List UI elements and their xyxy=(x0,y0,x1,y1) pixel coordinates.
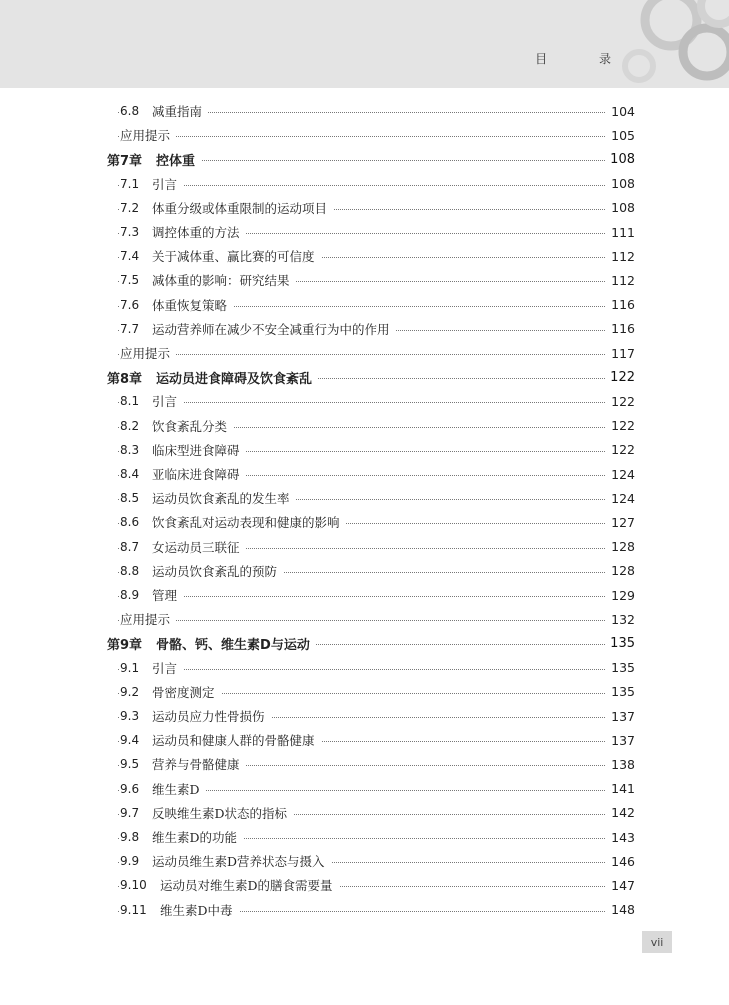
toc-entry-page: 122 xyxy=(605,442,635,457)
toc-entry-label xyxy=(120,707,271,725)
toc-entry-number: 8.6 xyxy=(120,515,140,530)
toc-entry-title: 控体重 xyxy=(156,153,196,169)
toc-entry-number: 9.9 xyxy=(120,854,140,869)
toc-entry-page: 128 xyxy=(605,563,635,578)
toc-entry-label xyxy=(120,441,246,459)
toc-section-entry[interactable] xyxy=(0,511,729,533)
toc-section-entry[interactable] xyxy=(0,850,729,872)
toc-entry-number: 9.5 xyxy=(120,757,140,772)
toc-section-entry[interactable] xyxy=(0,584,729,606)
toc-entry-label xyxy=(120,513,346,531)
toc-section-entry[interactable] xyxy=(0,390,729,412)
toc-entry-label xyxy=(120,828,243,846)
toc-section-entry[interactable] xyxy=(0,681,729,703)
toc-entry-page: 127 xyxy=(605,515,635,530)
toc-entry-page: 105 xyxy=(605,128,635,143)
toc-entry-number: 9.2 xyxy=(120,684,140,699)
dot-leader xyxy=(118,596,607,597)
toc-section-entry[interactable] xyxy=(0,245,729,267)
toc-entry-number: 8.8 xyxy=(120,563,140,578)
toc-entry-page: 116 xyxy=(605,321,635,336)
toc-entry-label xyxy=(107,634,316,653)
toc-entry-page: 146 xyxy=(605,854,635,869)
toc-section-entry[interactable] xyxy=(0,778,729,800)
toc-entry-number: 9.1 xyxy=(120,660,140,675)
toc-entry-title: 饮食紊乱分类 xyxy=(152,418,228,434)
toc-entry-title: 运动员对维生素D的膳食需要量 xyxy=(160,878,333,894)
toc-tip-entry[interactable] xyxy=(0,342,729,364)
toc-entry-title: 运动员和健康人群的骨骼健康 xyxy=(152,733,315,749)
toc-entry-title: 关于减体重、赢比赛的可信度 xyxy=(152,249,315,265)
toc-entry-title: 调控体重的方法 xyxy=(152,225,240,240)
toc-entry-number: 第7章 xyxy=(107,153,143,169)
toc-tip-entry[interactable] xyxy=(0,608,729,630)
toc-entry-page: 148 xyxy=(605,902,635,917)
dot-leader xyxy=(118,354,607,355)
toc-entry-title: 女运动员三联征 xyxy=(152,539,240,555)
toc-section-entry[interactable] xyxy=(0,487,729,509)
dot-leader xyxy=(118,620,607,621)
toc-entry-title: 应用提示 xyxy=(120,346,171,361)
toc-entry-title: 体重恢复策略 xyxy=(152,297,228,313)
toc-entry-title: 引言 xyxy=(152,176,178,192)
toc-entry-label xyxy=(120,392,183,410)
toc-entry-title: 应用提示 xyxy=(120,128,171,144)
toc-entry-label xyxy=(120,610,176,628)
toc-entry-number: 8.2 xyxy=(120,418,140,433)
toc-entry-label xyxy=(120,683,221,701)
decorative-rings-icon xyxy=(599,0,729,88)
page-number: vii xyxy=(642,931,672,953)
toc-entry-title: 维生素D的功能 xyxy=(152,830,238,845)
toc-entry-label xyxy=(120,344,176,362)
toc-entry-page: 135 xyxy=(605,660,635,675)
toc-chapter-entry[interactable] xyxy=(0,148,729,170)
toc-entry-page: 147 xyxy=(605,878,635,893)
toc-entry-page: 122 xyxy=(605,370,635,385)
toc-entry-number: 9.3 xyxy=(120,709,140,723)
toc-entry-page: 124 xyxy=(605,467,635,482)
page-header xyxy=(0,0,729,88)
toc-entry-page: 138 xyxy=(605,757,635,772)
toc-entry-number: 第8章 xyxy=(107,371,143,387)
toc-entry-page: 108 xyxy=(605,152,635,167)
toc-chapter-entry[interactable] xyxy=(0,366,729,388)
toc-entry-number: 第9章 xyxy=(107,637,143,653)
toc-section-entry[interactable] xyxy=(0,294,729,316)
toc-entry-page: 135 xyxy=(605,636,635,651)
toc-entry-page: 122 xyxy=(605,418,635,433)
toc-entry-number: 7.3 xyxy=(120,225,140,239)
toc-entry-number: 8.5 xyxy=(120,491,140,506)
toc-entry-page: 104 xyxy=(605,104,635,119)
toc-entry-title: 维生素D中毒 xyxy=(160,902,233,918)
toc-entry-page: 112 xyxy=(605,273,635,288)
toc-entry-page: 137 xyxy=(605,733,635,748)
toc-entry-page: 117 xyxy=(605,346,635,361)
toc-section-entry[interactable] xyxy=(0,269,729,291)
toc-entry-title: 饮食紊乱对运动表现和健康的影响 xyxy=(152,515,340,531)
toc-section-entry[interactable] xyxy=(0,729,729,751)
toc-entry-label xyxy=(120,175,183,193)
dot-leader xyxy=(118,185,607,186)
toc-entry-title: 运动员应力性骨损伤 xyxy=(152,709,265,724)
toc-section-entry[interactable] xyxy=(0,560,729,582)
toc-entry-label xyxy=(120,804,293,822)
toc-entry-label xyxy=(120,755,246,773)
toc-entry-title: 运动员维生素D营养状态与摄入 xyxy=(152,854,325,870)
toc-entry-title: 引言 xyxy=(152,660,178,676)
toc-entry-title: 骨密度测定 xyxy=(152,684,215,700)
dot-leader xyxy=(118,136,607,137)
toc-entry-title: 体重分级或体重限制的运动项目 xyxy=(152,200,328,216)
toc-entry-label xyxy=(120,271,296,289)
toc-entry-page: 135 xyxy=(605,684,635,699)
toc-section-entry[interactable] xyxy=(0,536,729,558)
toc-section-entry[interactable] xyxy=(0,439,729,461)
toc-section-entry[interactable] xyxy=(0,197,729,219)
toc-entry-title: 骨骼、钙、维生素D与运动 xyxy=(156,637,310,653)
toc-section-entry[interactable] xyxy=(0,705,729,727)
toc-tip-entry[interactable] xyxy=(0,124,729,146)
toc-entry-label xyxy=(120,852,331,870)
toc-entry-number: 7.1 xyxy=(120,176,140,191)
toc-entry-label xyxy=(107,368,318,387)
toc-entry-number: 9.6 xyxy=(120,781,140,796)
toc-entry-page: 108 xyxy=(605,200,635,215)
toc-entry-number: 9.8 xyxy=(120,830,140,844)
toc-entry-label xyxy=(120,417,233,435)
toc-entry-number: 7.4 xyxy=(120,249,140,264)
toc-section-entry[interactable] xyxy=(0,100,729,122)
toc-entry-title: 运动员饮食紊乱的预防 xyxy=(152,563,278,579)
toc-entry-page: 116 xyxy=(605,297,635,312)
toc-entry-title: 运动营养师在减少不安全减重行为中的作用 xyxy=(152,321,390,337)
toc-entry-title: 临床型进食障碍 xyxy=(152,442,240,458)
toc-entry-title: 应用提示 xyxy=(120,612,171,628)
toc-entry-page: 129 xyxy=(605,588,635,603)
toc-entry-number: 9.7 xyxy=(120,805,140,820)
toc-entry-label xyxy=(120,901,239,919)
toc-entry-number: 8.7 xyxy=(120,539,140,554)
dot-leader xyxy=(118,402,607,403)
toc-section-entry[interactable] xyxy=(0,463,729,485)
toc-entry-title: 减重指南 xyxy=(152,104,203,119)
toc-entry-title: 维生素D xyxy=(152,781,200,797)
toc-entry-label xyxy=(107,150,201,169)
toc-section-entry[interactable] xyxy=(0,753,729,775)
toc-entry-page: 122 xyxy=(605,394,635,409)
toc-entry-number: 9.10 xyxy=(120,878,147,893)
toc-entry-number: 7.2 xyxy=(120,200,140,215)
toc-section-entry[interactable] xyxy=(0,874,729,896)
toc-section-entry[interactable] xyxy=(0,826,729,848)
toc-entry-label xyxy=(120,296,233,314)
toc-entry-label xyxy=(120,320,396,338)
toc-entry-number: 8.1 xyxy=(120,394,140,409)
toc-entry-label xyxy=(120,586,183,604)
toc-entry-page: 111 xyxy=(605,225,635,240)
toc-section-entry[interactable] xyxy=(0,173,729,195)
toc-section-entry[interactable] xyxy=(0,221,729,243)
toc-entry-label xyxy=(120,562,283,580)
toc-entry-label xyxy=(120,780,206,798)
toc-entry-label xyxy=(120,102,208,120)
toc-entry-page: 124 xyxy=(605,491,635,506)
toc-entry-page: 128 xyxy=(605,539,635,554)
toc-entry-page: 108 xyxy=(605,176,635,191)
toc-entry-label xyxy=(120,199,333,217)
toc-entry-label xyxy=(120,489,296,507)
toc-entry-number: 6.8 xyxy=(120,104,140,118)
toc-entry-number: 9.4 xyxy=(120,733,140,748)
toc-entry-label xyxy=(120,876,339,894)
toc-entry-title: 营养与骨骼健康 xyxy=(152,757,240,773)
toc-entry-number: 8.4 xyxy=(120,467,140,481)
toc-entry-number: 7.6 xyxy=(120,297,140,312)
toc-section-entry[interactable] xyxy=(0,899,729,921)
toc-entry-title: 运动员进食障碍及饮食紊乱 xyxy=(156,371,313,387)
toc-section-entry[interactable] xyxy=(0,318,729,340)
toc-entry-label xyxy=(120,223,246,241)
toc-entry-number: 7.5 xyxy=(120,273,140,288)
header-title: 目 录 xyxy=(535,52,635,66)
toc-entry-label xyxy=(120,247,321,265)
toc-entry-title: 管理 xyxy=(152,588,178,603)
toc-entry-page: 143 xyxy=(605,830,635,845)
toc-entry-number: 8.9 xyxy=(120,588,140,602)
toc-entry-page: 137 xyxy=(605,709,635,724)
toc-entry-page: 142 xyxy=(605,805,635,820)
toc-section-entry[interactable] xyxy=(0,415,729,437)
toc-entry-title: 引言 xyxy=(152,394,178,410)
toc-entry-label xyxy=(120,126,176,144)
dot-leader xyxy=(118,669,607,670)
toc-entry-page: 132 xyxy=(605,612,635,627)
toc-entry-label xyxy=(120,538,246,556)
toc-entry-label xyxy=(120,731,321,749)
toc-entry-number: 9.11 xyxy=(120,902,147,917)
toc-entry-title: 反映维生素D状态的指标 xyxy=(152,805,288,821)
toc-entry-title: 亚临床进食障碍 xyxy=(152,467,240,482)
toc-entry-number: 7.7 xyxy=(120,321,140,336)
toc-entry-page: 141 xyxy=(605,781,635,796)
toc-section-entry[interactable] xyxy=(0,802,729,824)
toc-entry-number: 8.3 xyxy=(120,442,140,457)
toc-entry-page: 112 xyxy=(605,249,635,264)
toc-entry-label xyxy=(120,465,246,483)
toc-entry-title: 运动员饮食紊乱的发生率 xyxy=(152,491,290,507)
toc-entry-title: 减体重的影响：研究结果 xyxy=(152,273,290,289)
toc-section-entry[interactable] xyxy=(0,657,729,679)
toc-entry-label xyxy=(120,659,183,677)
toc-chapter-entry[interactable] xyxy=(0,632,729,654)
